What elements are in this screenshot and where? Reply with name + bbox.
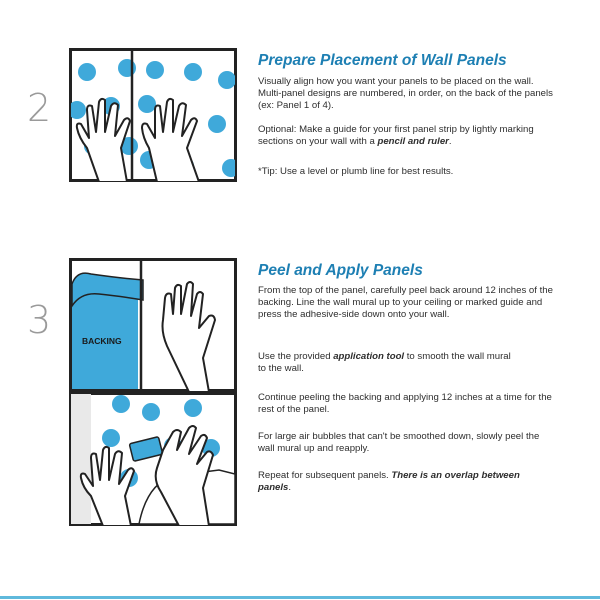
- application-tool-text: application tool: [333, 351, 405, 362]
- step-2-paragraph-1: Visually align how you want your panels to be placed on the wall. Multi-panel designs are numbered, in order, on the back of the panels (ex: Panel 1 of 4).: [258, 76, 553, 111]
- step-3-smooth-illustration: [69, 392, 237, 526]
- step-3-paragraph-3: Continue peeling the backing and applying 12 inches at a time for the rest of the panel.: [258, 392, 552, 415]
- step-3-title: Peel and Apply Panels: [258, 262, 423, 279]
- step-3-paragraph-4: For large air bubbles that can't be smoothed down, slowly peel the wall mural up and reapply.: [258, 431, 540, 454]
- bottom-divider: [0, 596, 600, 599]
- step-3-number: 3: [27, 298, 52, 342]
- step-2-illustration: [69, 48, 237, 182]
- overlap-text: There is an overlap between panels: [258, 470, 520, 493]
- pencil-and-ruler-text: pencil and ruler: [377, 136, 449, 147]
- backing-label: BACKING: [82, 336, 122, 346]
- step-2-number: 2: [27, 86, 52, 130]
- step-2-paragraph-2: Optional: Make a guide for your first panel strip by lightly marking sections on your wall with a pencil and ruler.: [258, 124, 534, 147]
- step-3-peel-illustration: [69, 258, 237, 392]
- step-2-title: Prepare Placement of Wall Panels: [258, 52, 507, 69]
- step-3-paragraph-1: From the top of the panel, carefully peel back around 12 inches of the backing. Line the wall mural up to your ceiling or marked guide and press the adhesive-side down onto your wall.: [258, 285, 553, 320]
- step-3-paragraph-5: Repeat for subsequent panels. There is an overlap between panels.: [258, 470, 520, 493]
- step-2-tip: *Tip: Use a level or plumb line for best results.: [258, 166, 454, 177]
- step-3-paragraph-2: Use the provided application tool to smooth the wall mural to the wall.: [258, 351, 511, 374]
